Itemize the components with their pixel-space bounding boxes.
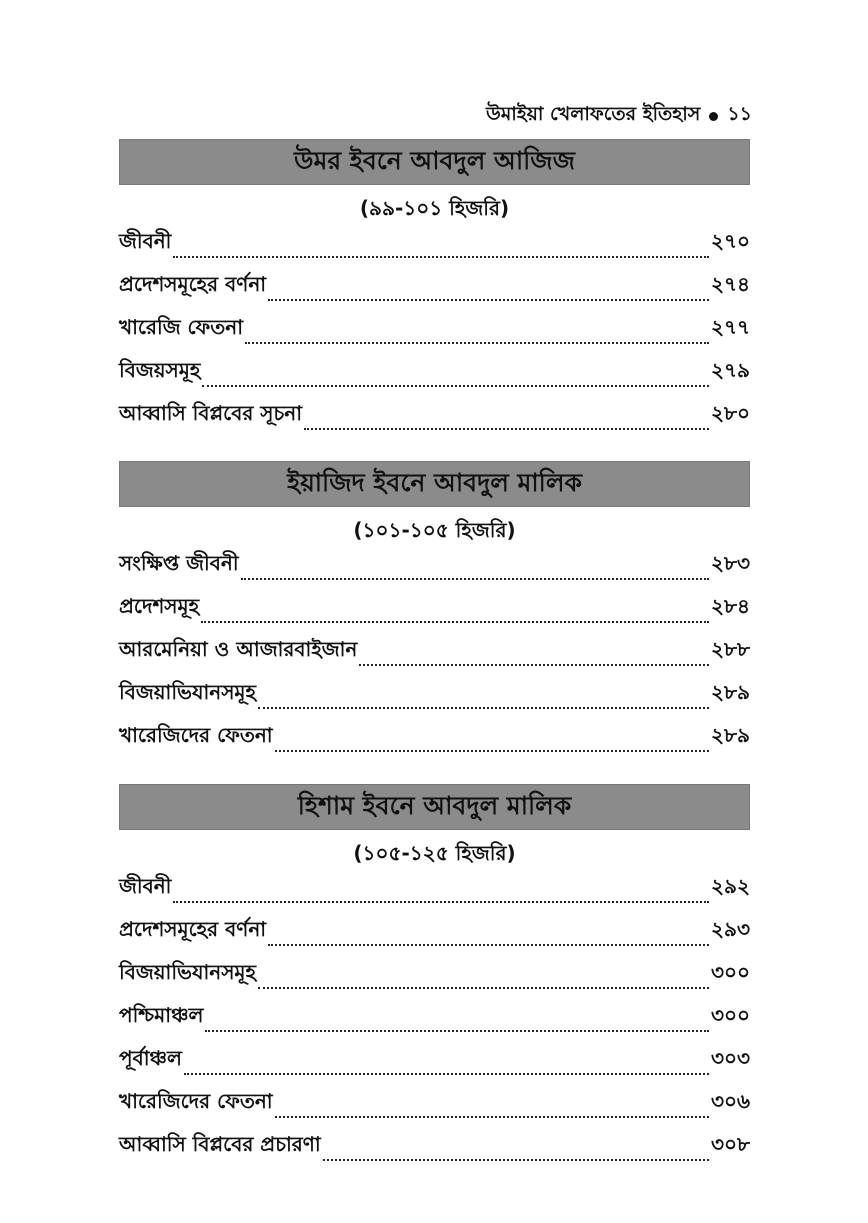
section-heading: [119, 784, 750, 830]
entry-title: বিজয়সমূহ: [119, 358, 201, 382]
dot-leader: [275, 750, 709, 752]
section-heading: [119, 139, 750, 185]
toc-entry[interactable]: [119, 313, 750, 356]
entry-title: আরমেনিয়া ও আজারবাইজান: [119, 637, 358, 661]
entry-title: পশ্চিমাঞ্চল: [119, 1003, 204, 1027]
entry-page: ২৮৯: [711, 723, 750, 747]
entry-page: ২৭৭: [710, 315, 750, 339]
entry-page: ২৮৪: [711, 594, 750, 618]
toc-entry[interactable]: [119, 356, 750, 399]
entry-title: আব্বাসি বিপ্লবের সূচনা: [119, 401, 303, 425]
entry-title: পূর্বাঞ্চল: [119, 1046, 182, 1070]
entry-page: ৩০৮: [711, 1132, 750, 1156]
entry-title: খারেজিদের ফেতনা: [119, 1089, 273, 1113]
entry-title: বিজয়াভিযানসমূহ: [119, 960, 257, 984]
bullet-separator: [709, 112, 718, 121]
entry-page: ২৭০: [710, 229, 750, 253]
toc-section-yazid: [119, 461, 750, 764]
entry-page: ২৮০: [711, 401, 750, 425]
entry-page: ২৮৮: [711, 637, 750, 661]
entry-list: [119, 872, 750, 1173]
entry-page: ২৭৯: [711, 358, 750, 382]
dot-leader: [258, 707, 709, 709]
entry-page: ২৯২: [711, 874, 750, 898]
toc-entry[interactable]: [119, 1087, 750, 1130]
entry-title: প্রদেশসমূহের বর্ণনা: [119, 272, 267, 296]
dot-leader: [201, 621, 709, 623]
dot-leader: [173, 901, 709, 903]
entry-title: বিজয়াভিযানসমূহ: [119, 680, 257, 704]
section-years: (৯৯-১০১ হিজরি): [359, 196, 510, 220]
section-title: হিশাম ইবনে আবদুল মালিক: [297, 790, 572, 820]
section-years: (১০৫-১২৫ হিজরি): [353, 841, 516, 865]
entry-title: জীবনী: [119, 874, 172, 898]
running-header: [486, 100, 752, 132]
section-title: উমর ইবনে আবদুল আজিজ: [294, 145, 575, 175]
dot-leader: [241, 578, 709, 580]
dot-leader: [268, 299, 709, 301]
entry-title: আব্বাসি বিপ্লবের প্রচারণা: [119, 1132, 321, 1156]
entry-title: খারেজিদের ফেতনা: [119, 723, 273, 747]
dot-leader: [245, 342, 709, 344]
dot-leader: [275, 1116, 709, 1118]
dot-leader: [268, 944, 709, 946]
toc-entry[interactable]: [119, 549, 750, 592]
toc-entry[interactable]: [119, 721, 750, 764]
toc-entry[interactable]: [119, 915, 750, 958]
entry-page: ২৯৩: [711, 917, 750, 941]
entry-page: ৩০৬: [710, 1089, 750, 1113]
entry-title: প্রদেশসমূহ: [119, 594, 200, 618]
dot-leader: [304, 428, 709, 430]
entry-page: ২৮৩: [711, 551, 750, 575]
toc-section-hisham: [119, 784, 750, 1173]
page-number: ১১: [727, 103, 752, 125]
toc-entry[interactable]: [119, 958, 750, 1001]
book-title: উমাইয়া খেলাফতের ইতিহাস: [485, 103, 701, 125]
entry-page: ২৮৯: [711, 680, 750, 704]
entry-title: সংক্ষিপ্ত জীবনী: [119, 551, 239, 575]
dot-leader: [184, 1073, 709, 1075]
dot-leader: [359, 664, 709, 666]
toc-entry[interactable]: [119, 227, 750, 270]
entry-title: জীবনী: [119, 229, 172, 253]
toc-entry[interactable]: [119, 399, 750, 442]
toc-section-umar: [119, 139, 750, 442]
toc-entry[interactable]: [119, 1044, 750, 1087]
toc-entry[interactable]: [119, 872, 750, 915]
dot-leader: [173, 256, 709, 258]
entry-page: ৩০০: [710, 960, 750, 984]
section-heading: [119, 461, 750, 507]
section-title: ইয়াজিদ ইবনে আবদুল মালিক: [287, 467, 582, 497]
dot-leader: [323, 1159, 709, 1161]
toc-entry[interactable]: [119, 592, 750, 635]
entry-list: [119, 227, 750, 442]
toc-entry[interactable]: [119, 678, 750, 721]
entry-page: ৩০০: [710, 1003, 750, 1027]
entry-title: খারেজি ফেতনা: [119, 315, 244, 339]
toc-entry[interactable]: [119, 635, 750, 678]
entry-list: [119, 549, 750, 764]
dot-leader: [258, 987, 709, 989]
toc-entry[interactable]: [119, 1130, 750, 1173]
dot-leader: [205, 1030, 709, 1032]
toc-entry[interactable]: [119, 270, 750, 313]
section-years: (১০১-১০৫ হিজরি): [353, 518, 516, 542]
entry-title: প্রদেশসমূহের বর্ণনা: [119, 917, 267, 941]
entry-page: ২৭৪: [711, 272, 750, 296]
dot-leader: [202, 385, 709, 387]
toc-entry[interactable]: [119, 1001, 750, 1044]
entry-page: ৩০৩: [710, 1046, 750, 1070]
